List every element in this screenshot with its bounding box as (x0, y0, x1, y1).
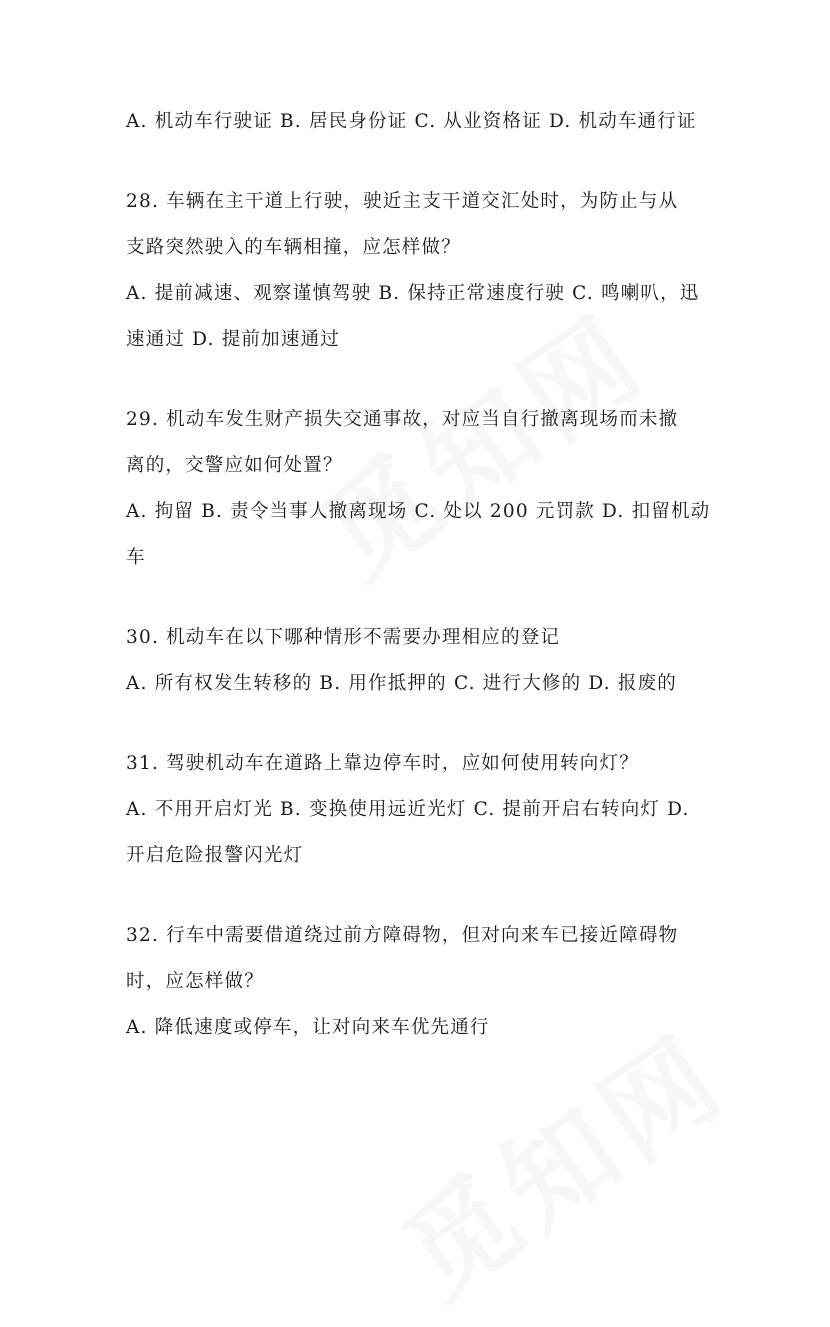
question-text: 28. 车辆在主干道上行驶，驶近主支干道交汇处时，为防止与从 (126, 191, 679, 212)
answer-options: 开启危险报警闪光灯 (126, 845, 304, 866)
document-body (126, 104, 716, 1046)
answer-options: A. 所有权发生转移的 B. 用作抵押的 C. 进行大修的 D. 报废的 (126, 673, 678, 694)
question-block-30 (126, 620, 716, 702)
question-block-31 (126, 746, 716, 874)
answer-options: 车 (126, 547, 146, 568)
answer-options: A. 不用开启灯光 B. 变换使用远近光灯 C. 提前开启右转向灯 D. (126, 799, 690, 820)
answer-options: A. 降低速度或停车，让对向来车优先通行 (126, 1017, 490, 1038)
question-block-32 (126, 918, 716, 1046)
answer-options: 速通过 D. 提前加速通过 (126, 329, 340, 350)
question-text: 29. 机动车发生财产损失交通事故，对应当自行撤离现场而未撤 (126, 409, 679, 430)
answer-options: A. 拘留 B. 责令当事人撤离现场 C. 处以 200 元罚款 D. 扣留机动 (126, 501, 711, 522)
question-text: 31. 驾驶机动车在道路上靠边停车时，应如何使用转向灯？ (126, 753, 639, 774)
question-text: 30. 机动车在以下哪种情形不需要办理相应的登记 (126, 627, 561, 648)
question-block-29 (126, 402, 716, 576)
answer-options: A. 机动车行驶证 B. 居民身份证 C. 从业资格证 D. 机动车通行证 (126, 111, 697, 132)
question-text: 32. 行车中需要借道绕过前方障碍物，但对向来车已接近障碍物 (126, 925, 679, 946)
question-text: 离的，交警应如何处置？ (126, 455, 343, 476)
question-text: 时，应怎样做？ (126, 971, 264, 992)
question-text: 支路突然驶入的车辆相撞，应怎样做？ (126, 237, 461, 258)
answer-options: A. 提前减速、观察谨慎驾驶 B. 保持正常速度行驶 C. 鸣喇叭，迅 (126, 283, 700, 304)
question-block-27 (126, 104, 716, 140)
question-block-28 (126, 184, 716, 358)
